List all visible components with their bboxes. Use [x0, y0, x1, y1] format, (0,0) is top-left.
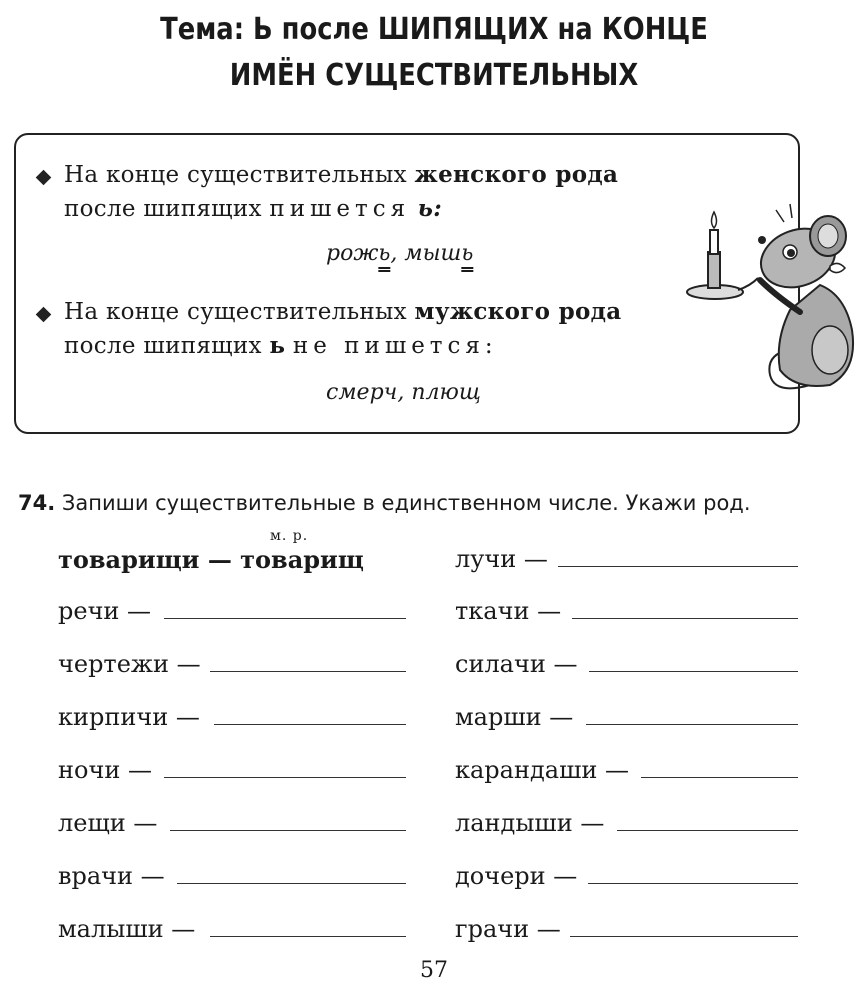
example-1 — [326, 241, 473, 266]
page-title-line-1: Тема: Ь после ШИПЯЩИХ на КОНЦЕ — [160, 12, 708, 47]
rule-2-line2-text: после шипящих — [64, 333, 262, 359]
rule-1-letter: ь: — [417, 195, 443, 222]
word-left-1: речи — — [58, 597, 152, 625]
ex1-b-stem: мыш — [404, 241, 462, 266]
word-left-6: врачи — — [58, 862, 165, 890]
rule-2-text: На конце существительных — [64, 299, 407, 325]
rule-2-bold: мужского рода — [414, 298, 622, 325]
example-2: смерч, плющ — [326, 380, 481, 405]
rule-2-letter: ь — [269, 332, 286, 359]
word-left-5: лещи — — [58, 809, 158, 837]
word-left-7: малыши — — [58, 915, 196, 943]
word-left-4: ночи — — [58, 756, 152, 784]
word-right-2: ткачи — — [455, 597, 562, 625]
answer-blank[interactable] — [586, 724, 798, 725]
answer-blank[interactable] — [210, 936, 406, 937]
answer-blank[interactable] — [214, 724, 406, 725]
ex1-a-end: ь — [378, 241, 391, 266]
ex1-b-end: ь — [461, 241, 474, 266]
ex1-a-stem: рож — [326, 241, 379, 266]
answer-blank[interactable] — [210, 671, 406, 672]
word-right-3: силачи — — [455, 650, 578, 678]
rule-2-line-2 — [64, 332, 498, 359]
gender-label: м. р. — [270, 528, 309, 544]
answer-blank[interactable] — [589, 671, 798, 672]
example-answer: товарищи — товарищ — [58, 545, 364, 574]
ex1-sep: , — [390, 241, 405, 266]
mouse-candle-illustration — [680, 200, 862, 410]
bullet-icon — [36, 170, 52, 186]
rule-1-text: На конце существительных — [64, 162, 407, 188]
answer-blank[interactable] — [588, 883, 798, 884]
answer-blank[interactable] — [177, 883, 406, 884]
task-number: 74. — [18, 491, 56, 515]
rule-1-line-1 — [64, 161, 618, 188]
task-heading — [18, 491, 751, 515]
word-right-7: дочери — — [455, 862, 578, 890]
rule-2-spaced: не пишется: — [292, 333, 498, 359]
task-instruction: Запиши существительные в единственном числе. Укажи род. — [61, 491, 751, 515]
word-right-1: лучи — — [455, 545, 548, 573]
rule-1-line2-text: после шипящих — [64, 196, 262, 222]
word-right-5: карандаши — — [455, 756, 629, 784]
answer-blank[interactable] — [617, 830, 798, 831]
answer-blank[interactable] — [164, 618, 406, 619]
answer-blank[interactable] — [572, 618, 798, 619]
page-title-line-2: ИМЁН СУЩЕСТВИТЕЛЬНЫХ — [229, 58, 639, 93]
answer-blank[interactable] — [570, 936, 798, 937]
rule-1-bold: женского рода — [414, 161, 619, 188]
word-right-8: грачи — — [455, 915, 561, 943]
word-left-2: чертежи — — [58, 650, 201, 678]
answer-blank[interactable] — [164, 777, 406, 778]
answer-blank[interactable] — [170, 830, 406, 831]
word-right-4: марши — — [455, 703, 574, 731]
answer-blank[interactable] — [641, 777, 798, 778]
answer-blank[interactable] — [558, 566, 798, 567]
word-right-6: ландыши — — [455, 809, 605, 837]
rule-1-line-2 — [64, 195, 442, 222]
page-number: 57 — [420, 958, 448, 983]
bullet-icon — [36, 307, 52, 323]
word-left-3: кирпичи — — [58, 703, 200, 731]
rule-2-line-1 — [64, 298, 621, 325]
rule-1-spaced: пишется — [269, 196, 411, 222]
